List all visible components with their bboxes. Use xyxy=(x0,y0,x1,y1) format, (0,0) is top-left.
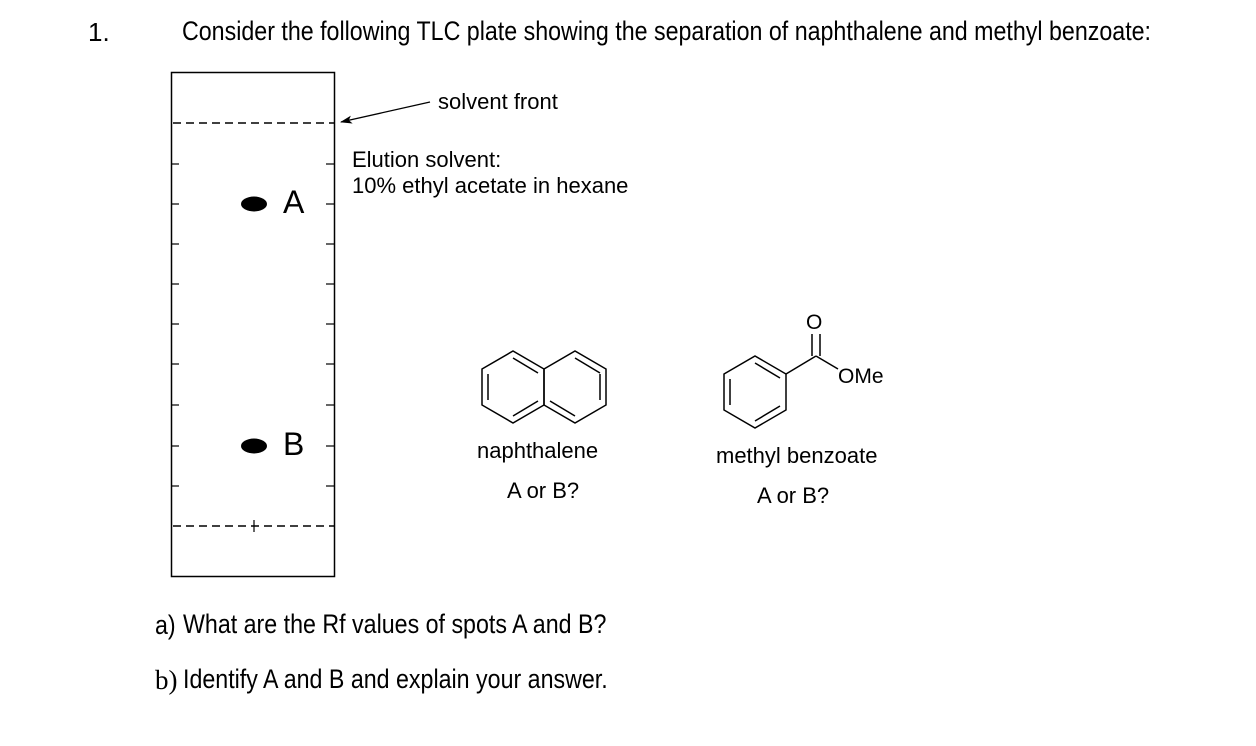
methyl-benzoate-structure xyxy=(724,334,838,428)
spot-a xyxy=(241,197,267,212)
spot-b-label: B xyxy=(283,426,305,462)
sub-question-a-text: What are the Rf values of spots A and B? xyxy=(183,609,607,639)
solvent-front-arrow xyxy=(341,102,430,122)
solvent-front-label: solvent front xyxy=(438,89,558,114)
question-prompt: Consider the following TLC plate showing the separation of naphthalene and methyl benzoate: xyxy=(182,16,1152,46)
naphthalene-prompt: A or B? xyxy=(507,478,580,503)
ome-label: OMe xyxy=(838,365,884,388)
right-ruler-ticks xyxy=(326,164,335,486)
sub-question-b-text: Identify A and B and explain your answer. xyxy=(183,664,608,694)
naphthalene-structure xyxy=(482,351,606,423)
elution-solvent-value: 10% ethyl acetate in hexane xyxy=(352,173,629,198)
methyl-benzoate-label: methyl benzoate xyxy=(716,443,878,468)
carbonyl-oxygen-label: O xyxy=(806,311,823,334)
sub-question-a-prefix: a) xyxy=(155,610,176,640)
spot-b xyxy=(241,439,267,454)
sub-question-b-prefix: b) xyxy=(155,665,178,695)
elution-solvent-title: Elution solvent: xyxy=(352,147,502,172)
question-number: 1. xyxy=(88,17,110,47)
tlc-plate xyxy=(172,73,335,577)
methyl-benzoate-prompt: A or B? xyxy=(757,483,830,508)
spot-a-label: A xyxy=(283,184,305,220)
naphthalene-label: naphthalene xyxy=(477,438,599,463)
